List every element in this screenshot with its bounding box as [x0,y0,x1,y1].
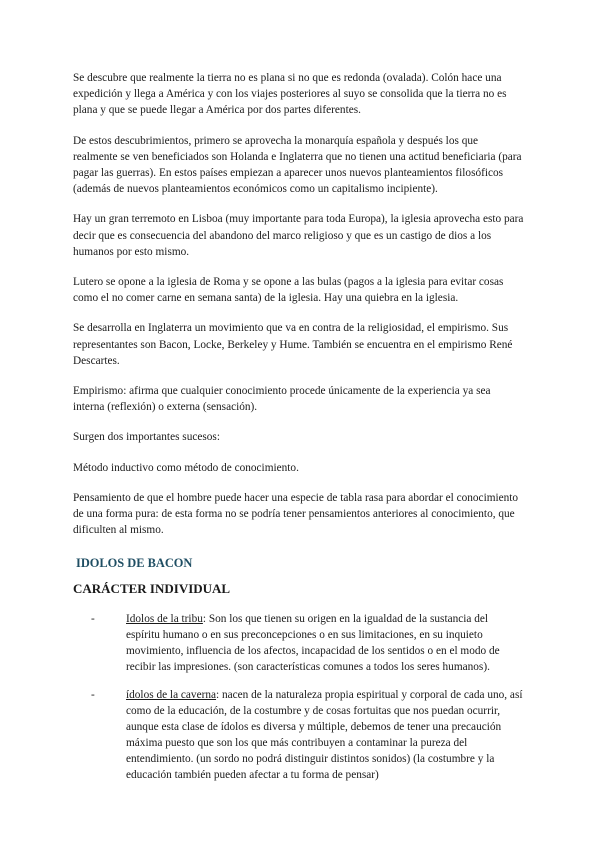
idolos-list [73,611,524,783]
paragraph-terremoto: Hay un gran terremoto en Lisboa (muy importante para toda Europa), la iglesia aprovecha esto para decir que es consecuencia del abandono del marco religioso y que es un castigo de dios a los humanos por esto mismo. [73,213,524,258]
paragraph-lutero: Lutero se opone a la iglesia de Roma y se opone a las bulas (pagos a la iglesia para evitar cosas como el no comer carne en semana santa) de la iglesia. Hay una quiebra en la iglesia. [73,276,504,305]
paragraph-descubrimiento: Se descubre que realmente la tierra no es plana si no que es redonda (ovalada). Colón hace una expedición y llega a América y con los viajes posteriores al suyo se consolida que la tierra no es plana y que se puede llegar a América por dos partes diferentes. [73,72,507,117]
paragraph-empirismo-definicion: Empirismo: afirma que cualquier conocimiento procede únicamente de la experiencia ya sea interna (reflexión) o externa (sensación). [73,385,491,414]
definition-idolos-caverna: : nacen de la naturaleza propia espiritual y corporal de cada uno, así como de la educación, de la costumbre y de cosas fortuitas que nos puedan ocurrir, aunque esta clase de ídolos es diversa y múltiple, debemos de tener una precaución máxima puesto que son los que más contribuyen a contaminar la pureza del entendimiento. (un sordo no podrá distinguir distintos sonidos) (la costumbre y la educación también pueden afectar a tu forma de pensar) [126,689,523,782]
term-idolos-caverna: ídolos de la caverna [126,689,217,702]
list-item-idolos-caverna [91,687,524,783]
subheading-caracter-individual: CARÁCTER INDIVIDUAL [73,581,231,597]
paragraph-tabla-rasa: Pensamiento de que el hombre puede hacer una especie de tabla rasa para abordar el conocimiento de una forma pura: de esta forma no se podría tener pensamientos anteriores al conocimiento, que dificulten al mismo. [73,491,519,537]
paragraph-monarquia: De estos descubrimientos, primero se aprovecha la monarquía española y después los que realmente se ven beneficiados son Holanda e Inglaterra que no tienen una actitud beneficiaria (para pagar las guerras). En estos países empiezan a aparecer unos nuevos planteamientos filosóficos (además de nuevos planteamientos económicos como un capitalismo incipiente). [73,134,522,196]
section-heading-idolos: IDOLOS DE BACON [76,556,193,571]
list-item-idolos-tribu [91,611,524,675]
bullet-dash: - [91,613,95,626]
definition-idolos-tribu: : Son los que tienen su origen en la igualdad de la sustancia del espíritu humano o en sus preconcepciones o en sus limitaciones, en su inquieto movimiento, influencia de los afectos, incapacidad de los sentidos o en el modo de recibir las impresiones. (son características comunes a todos los seres humanos). [126,613,500,674]
paragraph-metodo-inductivo: Método inductivo como método de conocimiento. [73,461,299,474]
term-idolos-tribu: Idolos de la tribu [126,613,203,626]
paragraph-empirismo-inglaterra: Se desarrolla en Inglaterra un movimiento que va en contra de la religiosidad, el empirismo. Sus representantes son Bacon, Locke, Berkeley y Hume. También se encuentra en el empirismo René Descartes. [73,322,513,367]
paragraph-sucesos: Surgen dos importantes sucesos: [73,431,220,444]
bullet-dash: - [91,689,95,702]
